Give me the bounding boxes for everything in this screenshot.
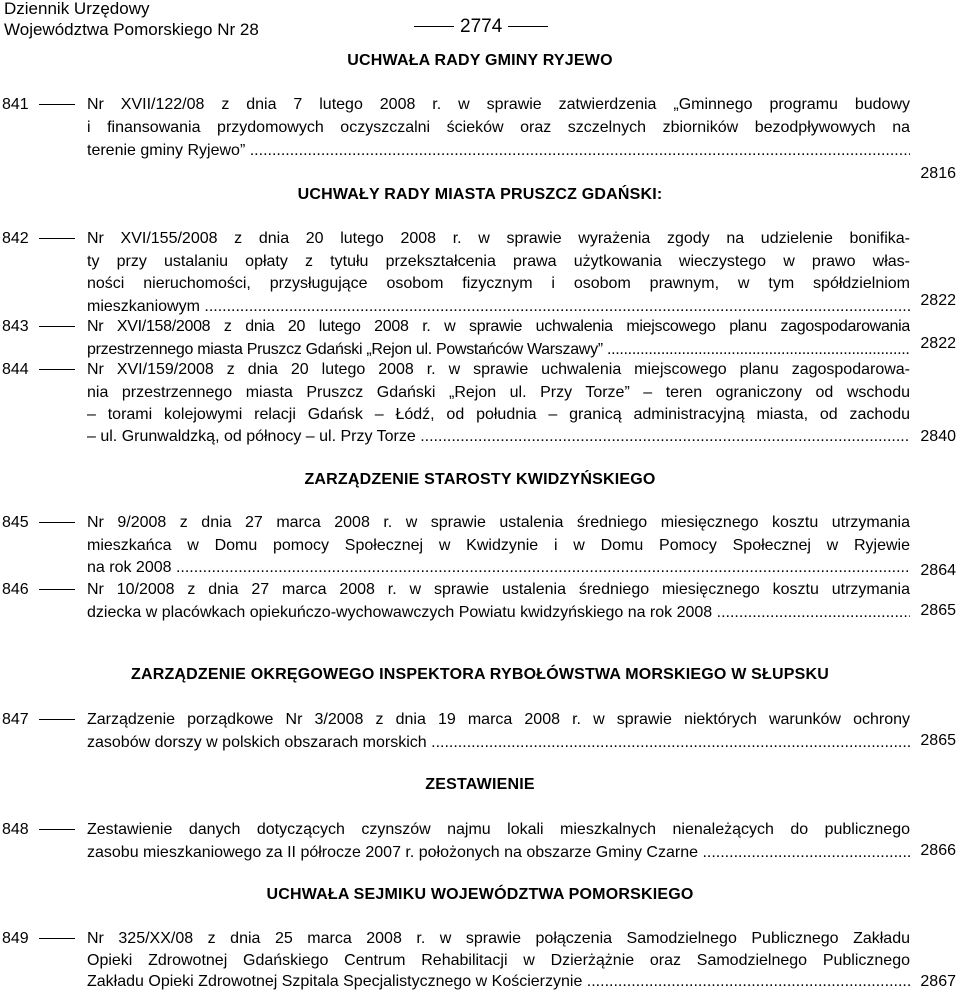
publication-title: [4, 0, 259, 40]
section-title: ZARZĄDZENIE STAROSTY KWIDZYŃSKIEGO: [304, 471, 656, 488]
entry-text-line: Zakładu Opieki Zdrowotnej Szpitala Specjalistycznego w Kościerzynie .....: [87, 972, 910, 992]
page-number-value: 2774: [460, 16, 503, 37]
entry-text-line: ty przy ustalaniu opłaty z tytułu przekształcenia prawa użytkowania wieczystego w prawo włas-: [87, 253, 910, 270]
entry-text-line: i finansowania przydomowych oczyszczalni ścieków oraz szczelnych zbiorników bezodpływowych na: [87, 119, 910, 136]
entry-number: 848: [2, 820, 75, 840]
entry-page-number: 2864: [920, 562, 956, 579]
entry-text-line: Opieki Zdrowotnej Gdańskiego Centrum Rehabilitacji w Dzierżążnie oraz Samodzielnego Publicznego: [87, 952, 910, 969]
section-title: UCHWAŁA RADY GMINY RYJEWO: [347, 52, 613, 69]
entry-text-line: mieszkańca w Domu pomocy Społecznej w Kwidzynie i w Domu Pomocy Społecznej w Ryjewie: [87, 537, 910, 554]
entry-text-line: – ul. Grunwaldzką, od północy – ul. Przy Torze .....: [87, 427, 910, 447]
entry-text-line: – torami kolejowymi relacji Gdańsk – Łódź, od południa – granicą administracyjną miasta, od zachodu: [87, 406, 910, 423]
entry-text-line: Nr XVII/122/08 z dnia 7 lutego 2008 r. w sprawie zatwierdzenia „Gminnego programu budowy: [87, 96, 910, 113]
page-number-dash-right: [508, 26, 548, 27]
entry-page-number: 2865: [920, 732, 956, 749]
entry-text-line: Nr XVI/155/2008 z dnia 20 lutego 2008 r. w sprawie wyrażenia zgody na udzielenie bonifika-: [87, 230, 910, 247]
entry-text-line: zasobu mieszkaniowego za II półrocze 2007 r. położonych na obszarze Gminy Czarne .....: [87, 843, 910, 863]
entry-number: 849: [2, 929, 75, 949]
section-title: UCHWAŁA SEJMIKU WOJEWÓDZTWA POMORSKIEGO: [266, 886, 694, 903]
entry-text-line: Nr 10/2008 z dnia 27 marca 2008 r. w sprawie ustalenia średniego miesięcznego kosztu utrzymania: [87, 581, 910, 598]
entry-text-line: dziecka w placówkach opiekuńczo-wychowawczych Powiatu kwidzyńskiego na rok 2008 .....: [87, 603, 910, 623]
publication-title-line2: Województwa Pomorskiego Nr 28: [4, 20, 259, 39]
entry-number: 847: [2, 710, 75, 730]
entry-page-number: 2866: [920, 842, 956, 859]
section-title: ZARZĄDZENIE OKRĘGOWEGO INSPEKTORA RYBOŁÓWSTWA MORSKIEGO W SŁUPSKU: [130, 666, 830, 683]
entry-number: 844: [2, 360, 75, 380]
entry-number: 843: [2, 317, 75, 337]
page-number: [408, 16, 554, 38]
entry-number: 842: [2, 229, 75, 249]
entry-text-line: Zestawienie danych dotyczących czynszów najmu lokali mieszkalnych nienależących do publicznego: [87, 821, 910, 838]
entry-text-line: Nr XVI/159/2008 z dnia 20 lutego 2008 r. w sprawie uchwalenia miejscowego planu zagospodarowa-: [87, 361, 910, 378]
entry-text-line: zasobów dorszy w polskich obszarach morskich .....: [87, 733, 910, 753]
section-title: UCHWAŁY RADY MIASTA PRUSZCZ GDAŃSKI:: [297, 186, 663, 203]
entry-page-number: 2822: [920, 335, 956, 352]
entry-page-number: 2822: [920, 292, 956, 309]
entry-text-line: na rok 2008 .....: [87, 558, 910, 578]
page-number-dash-left: [414, 26, 454, 27]
entry-page-number: 2840: [920, 428, 956, 445]
entry-text-line: ności nieruchomości, przysługujące osobom fizycznym i osobom prawnym, w tym spółdzielniom: [87, 275, 910, 292]
entry-text-line: mieszkaniowym .....: [87, 297, 910, 317]
entry-page-number: 2865: [920, 602, 956, 619]
entry-text-line: przestrzennego miasta Pruszcz Gdański „Rejon ul. Powstańców Warszawy” .....: [87, 340, 910, 360]
entry-number: 845: [2, 513, 75, 533]
entry-text-line: Zarządzenie porządkowe Nr 3/2008 z dnia 19 marca 2008 r. w sprawie niektórych warunków ochrony: [87, 711, 910, 728]
entry-number: 846: [2, 580, 75, 600]
entry-number: 841: [2, 95, 75, 115]
entry-text-line: terenie gminy Ryjewo” .....: [87, 141, 910, 161]
entry-text-line: nia przestrzennego miasta Pruszcz Gdański „Rejon ul. Przy Torze” – teren ograniczony od wschodu: [87, 384, 910, 401]
entry-text-line: Nr 9/2008 z dnia 27 marca 2008 r. w sprawie ustalenia średniego miesięcznego kosztu utrzymania: [87, 514, 910, 531]
entry-page-number: 2816: [920, 165, 956, 182]
entry-text-line: Nr XVI/158/2008 z dnia 20 lutego 2008 r. w sprawie uchwalenia miejscowego planu zagospodarowania: [87, 318, 910, 335]
entry-text-line: Nr 325/XX/08 z dnia 25 marca 2008 r. w sprawie połączenia Samodzielnego Publicznego Zakładu: [87, 930, 910, 947]
entry-page-number: 2867: [920, 973, 956, 990]
publication-title-line1: Dziennik Urzędowy: [4, 0, 150, 18]
section-title: ZESTAWIENIE: [425, 776, 535, 793]
